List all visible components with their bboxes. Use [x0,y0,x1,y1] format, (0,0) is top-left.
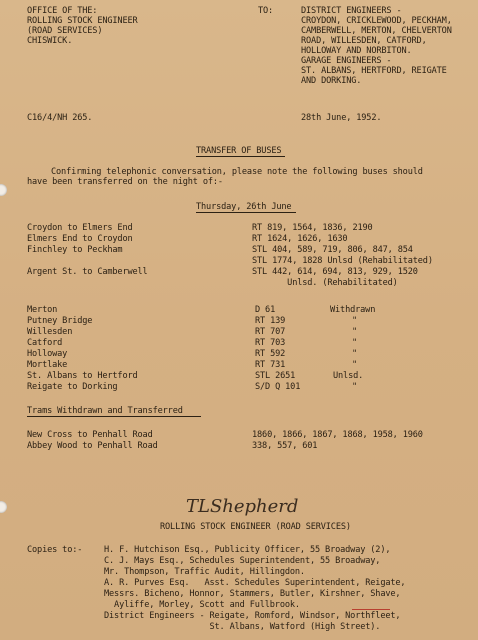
bus-status: Unlsd. [333,371,364,381]
reference-number: C16/4/NH 265. [27,113,93,123]
to-line: ROAD, WILLESDEN, CATFORD, [301,36,427,46]
copy-recipient: St. Albans, Watford (High Street). [104,622,381,632]
memo-heading: TRANSFER OF BUSES [196,146,282,156]
from-line: OFFICE OF THE: [27,6,98,16]
copies-label: Copies to:- [27,545,83,555]
subheading-underline [196,212,296,213]
depot-name: Merton [27,305,58,315]
to-line: DISTRICT ENGINEERS - [301,6,402,16]
punch-hole-bottom [0,501,7,513]
date-subheading: Thursday, 26th June [196,202,292,212]
transfer-buses: STL 404, 589, 719, 806, 847, 854 [252,245,413,255]
transfer-route: Finchley to Peckham [27,245,123,255]
depot-name: Willesden [27,327,73,337]
intro-text: Confirming telephonic conversation, please note the following buses should [51,167,423,177]
copy-recipient: Ayliffe, Morley, Scott and Fullbrook. [104,600,300,610]
bus-status: " [352,316,358,326]
signoff-title: ROLLING STOCK ENGINEER (ROAD SERVICES) [160,522,351,532]
trams-heading-underline [27,416,201,417]
trams-heading: Trams Withdrawn and Transferred [27,406,183,416]
bus-number: RT 139 [255,316,286,326]
heading-underline [196,156,285,157]
bus-number: RT 731 [255,360,286,370]
transfer-route: Croydon to Elmers End [27,223,133,233]
depot-name: Mortlake [27,360,68,370]
from-line: CHISWICK. [27,36,73,46]
bus-number: RT 707 [255,327,286,337]
bus-number: STL 2651 [255,371,296,381]
copy-recipient: C. J. Mays Esq., Schedules Superintendent, 55 Broadway, [104,556,381,566]
transfer-route: Elmers End to Croydon [27,234,133,244]
tram-numbers: 1860, 1866, 1867, 1868, 1958, 1960 [252,430,423,440]
tram-numbers: 338, 557, 601 [252,441,318,451]
transfer-buses: RT 1624, 1626, 1630 [252,234,348,244]
transfer-route: Argent St. to Camberwell [27,267,148,277]
to-label: TO: [258,6,274,16]
to-line: GARAGE ENGINEERS - [301,56,392,66]
bus-number: RT 592 [255,349,286,359]
bus-status: " [352,327,358,337]
transfer-buses: Unlsd. (Rehabilitated) [252,278,398,288]
bus-status: " [352,382,358,392]
transfer-buses: STL 442, 614, 694, 813, 929, 1520 [252,267,418,277]
to-line: CROYDON, CRICKLEWOOD, PECKHAM, [301,16,452,26]
bus-status: " [352,338,358,348]
handwritten-signature: TLShepherd [186,496,299,517]
depot-name: Reigate to Dorking [27,382,118,392]
from-line: ROLLING STOCK ENGINEER [27,16,138,26]
to-line: CAMBERWELL, MERTON, CHELVERTON [301,26,452,36]
memo-date: 28th June, 1952. [301,113,382,123]
to-line: HOLLOWAY AND NORBITON. [301,46,412,56]
copy-recipient: H. F. Hutchison Esq., Publicity Officer, 55 Broadway (2), [104,545,391,555]
transfer-buses: STL 1774, 1828 Unlsd (Rehabilitated) [252,256,433,266]
bus-number: RT 703 [255,338,286,348]
tram-route: Abbey Wood to Penhall Road [27,441,158,451]
red-pencil-mark [352,609,390,610]
copy-recipient: Mr. Thompson, Traffic Audit, Hillingdon. [104,567,305,577]
depot-name: Putney Bridge [27,316,93,326]
transfer-buses: RT 819, 1564, 1836, 2190 [252,223,373,233]
tram-route: New Cross to Penhall Road [27,430,153,440]
depot-name: Holloway [27,349,68,359]
bus-number: S/D Q 101 [255,382,301,392]
bus-status: Withdrawn [330,305,376,315]
to-line: AND DORKING. [301,76,362,86]
copy-recipient: Messrs. Bicheno, Honnor, Stammers, Butler, Kirshner, Shave, [104,589,401,599]
from-line: (ROAD SERVICES) [27,26,103,36]
depot-name: St. Albans to Hertford [27,371,138,381]
punch-hole-top [0,184,7,196]
bus-status: " [352,360,358,370]
intro-text: have been transferred on the night of:- [27,177,223,187]
to-line: ST. ALBANS, HERTFORD, REIGATE [301,66,447,76]
bus-number: D 61 [255,305,276,315]
copy-recipient: A. R. Purves Esq. Asst. Schedules Superintendent, Reigate, [104,578,406,588]
bus-status: " [352,349,358,359]
copy-recipient: District Engineers - Reigate, Romford, Windsor, Northfleet, [104,611,401,621]
depot-name: Catford [27,338,63,348]
